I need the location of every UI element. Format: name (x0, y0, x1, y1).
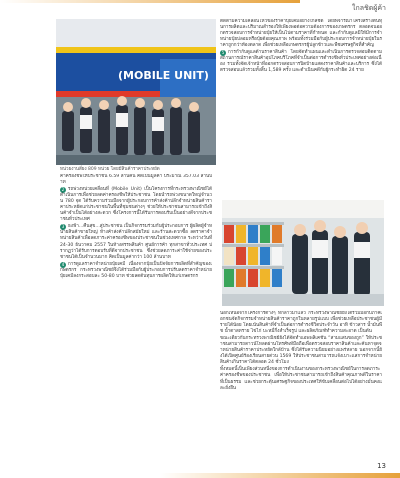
header-band (0, 0, 400, 14)
item-number-badge: 5 (221, 50, 225, 56)
right-paragraph-1: ติดตามความเคลื่อนไหวของราคาปุ๋ยเคมีอย่างใกล้ชิด โดยพิจารณาโครงสร้างต้นทุนการผลิตและปริมาณสำรองให้เพียงพอต่อความต้องการของเกษตรกร ตลอดจนออกตรวจสอบการจำหน่ายปุ๋ยให้เป็นไปตามราคาที่กำหนด และกำกับดูแลมิให้มีการจำหน่ายปุ๋ยปลอมหรือปุ๋ยด้อยคุณภาพ พร้อมทั้งร่วมมือกับผู้ประกอบการจำหน่ายปุ๋ยในราคาถูกกว่าท้องตลาด เพื่อช่วยเหลือเกษตรกรผู้ปลูกข้าวและพืชเศรษฐกิจที่สำคัญ (220, 19, 382, 49)
left-paragraph-4-text: การดูแลราคาจำหน่ายปุ๋ยเคมี เนื่องจากปุ๋ยเป็นปัจจัยการผลิตที่สำคัญของเกษตรกร กระทรวงพาณิชย์จึงได้ร่วมมือกับผู้ประกอบการปรับลดราคาจำหน่ายปุ๋ยเคมีลงกระสอบละ 50-80 บาท ช่วยลดต้นทุนการผลิตให้แก่เกษตรกร (60, 261, 212, 279)
page-number: 13 (377, 462, 386, 470)
item-number-badge: 2 (61, 187, 65, 193)
left-paragraph-1: ค่าครองชีพให้ประชาชน 6.59 ล้านคน คิดเป็นมูลค่า ประมาณ 357.03 ล้านบาท (60, 174, 212, 186)
right-paragraph-4: ขณะเดียวกันกระทรวงพาณิชย์ยังได้จัดทำแอพพลิเคชัน “สามแสนของถูก” ให้ประชาชนสามารถดาวน์โหลดผ่านโทรศัพท์มือถือเพื่อตรวจสอบราคาสินค้าและค้นหาจุดจำหน่ายสินค้าราคาประหยัดใกล้บ้าน ซึ่งได้รับความนิยมอย่างแพร่หลาย นอกจากนี้ยังได้เปิดศูนย์ร้องเรียนสายด่วน 1569 ให้ประชาชนสามารถแจ้งเบาะแสการจำหน่ายสินค้าเกินราคาได้ตลอด 24 ชั่วโมง (220, 336, 382, 366)
banner-text: (MOBILE UNIT) (118, 69, 209, 82)
right-paragraph-2 (220, 50, 382, 74)
photo-store-shelves (222, 200, 384, 306)
right-paragraph-3: นอกเหนือจากโครงการต่างๆ ที่กล่าวมาแล้ว กระทรวงพาณิชย์ยังได้ร่วมมือกับภาคเอกชนจัดกิจกรรมจำหน่ายสินค้าราคาถูกในหลายรูปแบบ เพื่อช่วยเหลือประชาชนผู้มีรายได้น้อย โดยเน้นสินค้าที่จำเป็นต่อการดำรงชีวิตประจำวัน อาทิ ข้าวสาร น้ำมันพืช น้ำตาลทราย ไข่ไก่ บะหมี่กึ่งสำเร็จรูป และผลิตภัณฑ์ทำความสะอาด เป็นต้น (220, 311, 382, 335)
left-paragraph-2-text: รถพ่วงหน่วยเคลื่อนที่ (Mobile Unit) เป็นโครงการที่กระทรวงพาณิชย์ได้ดำเนินการเพื่อช่วยลดค่าครองชีพให้ประชาชน โดยนำรถพ่วงขนาดใหญ่จำนวน 780 จุด ได้รับความร่วมมือจากผู้ประกอบการค้าส่งค้าปลีกจำหน่ายสินค้าราคาประหยัดแก่ประชาชนในพื้นที่ชุมชนต่างๆ ช่วยให้ประชาชนสามารถเข้าถึงสินค้าจำเป็นได้อย่างสะดวก ซึ่งโครงการนี้ได้รับการตอบรับเป็นอย่างดีจากประชาชนทั่วประเทศ (60, 187, 212, 223)
right-text-column-bottom (220, 311, 382, 461)
left-paragraph-4 (60, 262, 212, 280)
photo-mobile-unit-event (56, 19, 216, 165)
photo-caption: หน่วยงานสี่ยง 809 หน่วย โดยมีสินค้าราคาประหยัด (60, 167, 160, 172)
right-paragraph-2-text: การกำกับดูแลด้านราคาสินค้า โดยจัดทำแผนและดำเนินการตรวจสอบติดตามสถานการณ์ราคาสินค้าอุปโภคบริโภคที่จำเป็นต่อการดำรงชีพทั่วประเทศอย่างต่อเนื่อง รวมทั้งจัดเจ้าหน้าที่ออกตรวจสอบการปิดป้ายแสดงราคาสินค้าและบริการ ซึ่งได้ตรวจสอบแล้วรวมทั้งสิ้น 1,589 ครั้ง และดำเนินคดีกับผู้กระทำผิด 24 ราย (220, 50, 382, 74)
section-header-label: ใกลชิดผู้ค้า (352, 4, 386, 12)
left-paragraph-2 (60, 187, 212, 223)
right-paragraph-5: ทั้งหมดนี้เป็นเพียงส่วนหนึ่งของการดำเนินงานของกระทรวงพาณิชย์ในการลดภาระค่าครองชีพของประชาชน เพื่อให้ประชาชนสามารถเข้าถึงสินค้าคุณภาพดีในราคาที่เป็นธรรม และช่วยกระตุ้นเศรษฐกิจของประเทศให้ขับเคลื่อนต่อไปได้อย่างมั่นคงและยั่งยืน (220, 367, 382, 391)
item-number-badge: 3 (61, 224, 65, 230)
right-text-column-top (220, 19, 382, 199)
left-text-column (60, 174, 212, 459)
left-paragraph-3-text: ธงฟ้า...คืนสุข...สู่ประชาชน เป็นกิจกรรมร่วมกับผู้ประกอบการ ผู้ผลิตผู้จำหน่ายสินค้าขายใหญ่ ห้างค้าส่งค้าปลีกสมัยใหม่ และร้านสะดวกซื้อ ลดราคาจำหน่ายสินค้าเพื่อลดภาระค่าครองชีพของประชาชนในช่วงเทศกาล ระหว่างวันที่ 24-30 ธันวาคม 2557 ในห้างสรรพสินค้า ศูนย์การค้า ทุกสาขาทั่วประเทศ ปรากฏว่าได้รับการตอบรับที่ดีจากประชาชน ซึ่งช่วยลดภาระค่าใช้จ่ายของประชาชนได้เป็นจำนวนมาก คิดเป็นมูลค่ากว่า 100 ล้านบาท (60, 224, 212, 260)
left-paragraph-3 (60, 224, 212, 260)
footer-gradient-band (0, 473, 400, 478)
header-gradient-line (0, 0, 300, 3)
item-number-badge: 4 (61, 261, 65, 267)
